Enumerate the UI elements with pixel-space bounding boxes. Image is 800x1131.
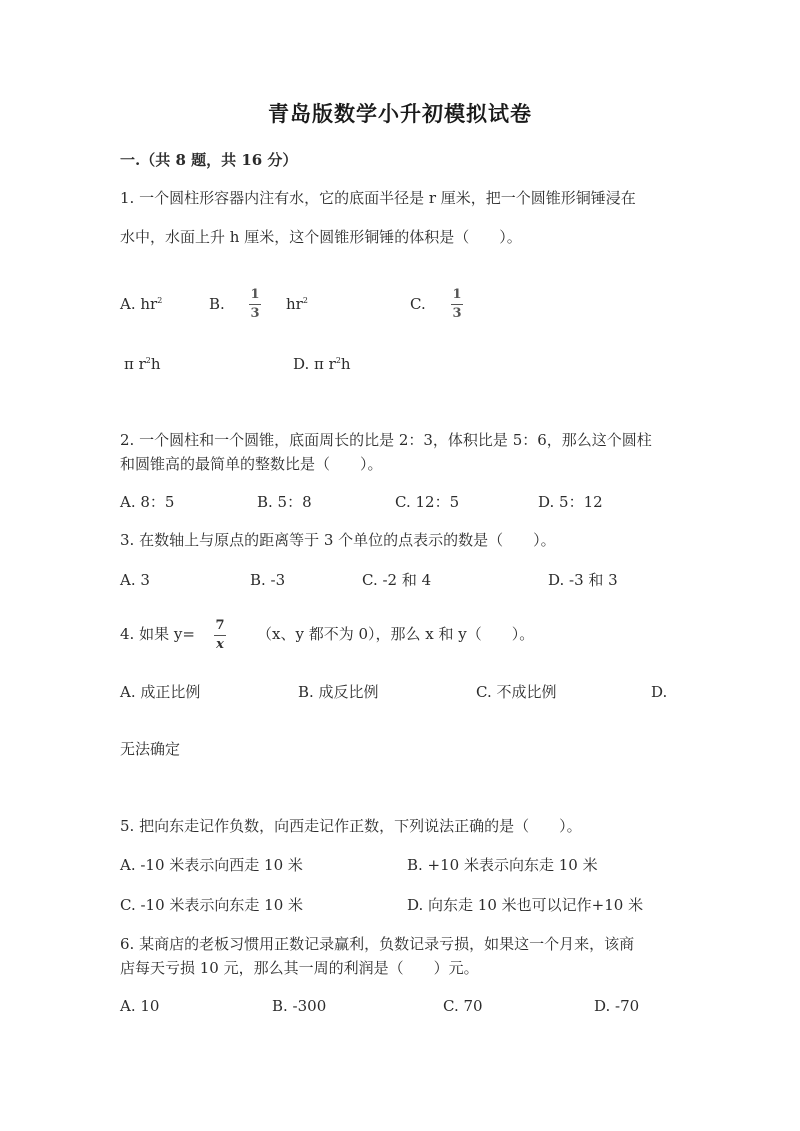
q1-option-c-label: C. — [410, 295, 426, 313]
q1-option-b-label: B. — [209, 295, 225, 313]
fraction-denominator: 3 — [250, 306, 260, 321]
q1-option-c-fraction — [451, 288, 463, 321]
q1-text-line2: 水中，水面上升 h 厘米，这个圆锥形铜锤的体积是（ ）。 — [120, 228, 522, 246]
q2-option-a: A. 8：5 — [120, 493, 175, 511]
q2-option-c: C. 12：5 — [395, 493, 460, 511]
q4-option-d-text: 无法确定 — [120, 740, 181, 758]
q6-text-line2: 店每天亏损 10 元，那么其一周的利润是（ ）元。 — [120, 959, 479, 977]
q1-option-d: D. π $r^2h$ — [293, 355, 351, 373]
q1-option-b-tail: $hr^2$ — [286, 295, 308, 313]
q3-option-b: B. -3 — [250, 571, 286, 589]
q3-option-a: A. 3 — [120, 571, 150, 589]
q5-option-c: C. -10 米表示向东走 10 米 — [120, 896, 304, 914]
section-heading: 一.（共 8 题，共 16 分） — [120, 151, 298, 169]
q6-text-line1: 6. 某商店的老板习惯用正数记录赢利，负数记录亏损，如果这一个月来，该商 — [120, 935, 635, 953]
q4-option-d-label: D. — [651, 683, 668, 701]
q4-option-a: A. 成正比例 — [120, 683, 201, 701]
q3-text: 3. 在数轴上与原点的距离等于 3 个单位的点表示的数是（ ）。 — [120, 531, 556, 549]
page-title: 青岛版数学小升初模拟试卷 — [268, 101, 532, 126]
q4-text-prefix: 4. 如果 y= — [120, 625, 195, 643]
q6-option-a: A. 10 — [120, 997, 160, 1015]
fraction-denominator: x — [216, 637, 224, 652]
q6-option-c: C. 70 — [443, 997, 483, 1015]
fraction-numerator: 1 — [250, 287, 260, 302]
q2-option-b: B. 5：8 — [257, 493, 312, 511]
q2-text-line2: 和圆锥高的最简单的整数比是（ ）。 — [120, 455, 383, 473]
fraction-numerator: 7 — [215, 618, 225, 633]
fraction-bar — [249, 304, 261, 305]
q1-option-b-fraction — [249, 288, 261, 321]
q4-option-c: C. 不成比例 — [476, 683, 557, 701]
q5-option-b: B. +10 米表示向东走 10 米 — [407, 856, 598, 874]
q6-option-b: B. -300 — [272, 997, 327, 1015]
q1-option-c-tail: π $r^2h$ — [124, 355, 161, 373]
q3-option-c: C. -2 和 4 — [362, 571, 432, 589]
q4-text-suffix: （x、y 都不为 0），那么 x 和 y（ ）。 — [257, 625, 535, 643]
q2-text-line1: 2. 一个圆柱和一个圆锥，底面周长的比是 2：3，体积比是 5：6，那么这个圆柱 — [120, 431, 652, 449]
q1-option-a: A. $hr^2$ — [120, 295, 163, 313]
q1-text-line1: 1. 一个圆柱形容器内注有水，它的底面半径是 r 厘米，把一个圆锥形铜锤浸在 — [120, 189, 636, 207]
fraction-denominator: 3 — [452, 306, 462, 321]
q6-option-d: D. -70 — [594, 997, 640, 1015]
fraction-numerator: 1 — [452, 287, 462, 302]
q5-option-d: D. 向东走 10 米也可以记作+10 米 — [407, 896, 644, 914]
q2-option-d: D. 5：12 — [538, 493, 603, 511]
fraction-bar — [214, 635, 226, 636]
q4-fraction — [214, 619, 226, 652]
fraction-bar — [451, 304, 463, 305]
q4-option-b: B. 成反比例 — [298, 683, 379, 701]
q3-option-d: D. -3 和 3 — [548, 571, 618, 589]
q5-option-a: A. -10 米表示向西走 10 米 — [120, 856, 303, 874]
q5-text: 5. 把向东走记作负数，向西走记作正数，下列说法正确的是（ ）。 — [120, 817, 582, 835]
